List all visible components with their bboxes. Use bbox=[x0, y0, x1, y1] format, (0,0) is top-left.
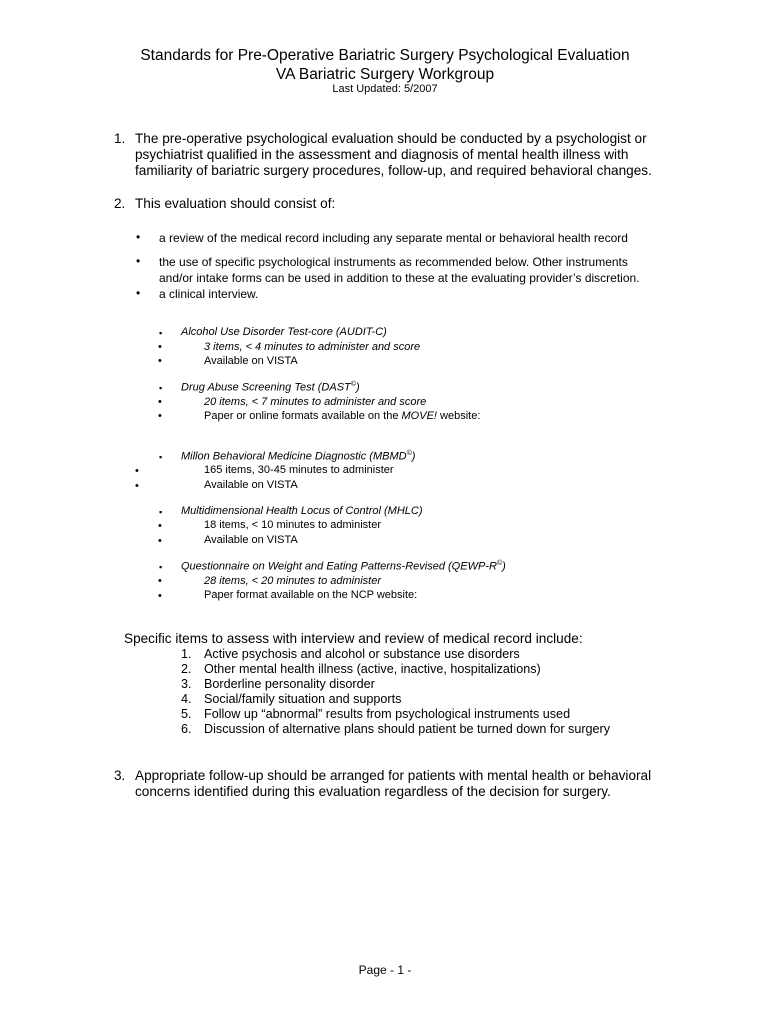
square-bullet-icon: ▪ bbox=[159, 562, 163, 572]
bullet-icon: • bbox=[135, 465, 139, 477]
dast-name: Drug Abuse Screening Test (DAST bbox=[181, 381, 351, 394]
specific-item: Social/family situation and supports bbox=[204, 692, 402, 706]
bullet-instruments-line2: and/or intake forms can be used in addition to these at the evaluating provider’s discretion. bbox=[159, 271, 640, 285]
audit-c-availability: Available on VISTA bbox=[204, 355, 298, 367]
audit-c-detail: 3 items, < 4 minutes to administer and score bbox=[204, 341, 421, 353]
dast-availability-post: website: bbox=[436, 410, 481, 422]
mbmd-detail: 165 items, 30-45 minutes to administer bbox=[204, 464, 394, 476]
specific-item-number: 3. bbox=[181, 677, 192, 691]
bullet-icon: • bbox=[135, 480, 139, 492]
bullet-clinical-interview: a clinical interview. bbox=[159, 287, 259, 301]
specific-item: Discussion of alternative plans should patient be turned down for surgery bbox=[204, 722, 611, 736]
bullet-icon: • bbox=[158, 341, 162, 353]
specific-item-number: 6. bbox=[181, 722, 192, 736]
item-1-line: psychiatrist qualified in the assessment and diagnosis of mental health illness with bbox=[135, 147, 629, 162]
copyright-mark: © bbox=[406, 450, 412, 457]
square-bullet-icon: ▪ bbox=[159, 328, 163, 338]
mbmd-close: ) bbox=[411, 450, 416, 463]
dast-close: ) bbox=[355, 381, 360, 394]
dast-availability-pre: Paper or online formats available on the bbox=[204, 410, 402, 422]
last-updated: Last Updated: 5/2007 bbox=[332, 83, 438, 95]
document-subtitle: VA Bariatric Surgery Workgroup bbox=[275, 66, 495, 83]
bullet-icon: • bbox=[158, 590, 162, 602]
specific-item: Active psychosis and alcohol or substance use disorders bbox=[204, 647, 520, 661]
bullet-icon: • bbox=[158, 410, 162, 422]
qewp-detail: 28 items, < 20 minutes to administer bbox=[204, 575, 381, 587]
specific-item: Borderline personality disorder bbox=[204, 677, 375, 691]
bullet-icon: • bbox=[158, 575, 162, 587]
move-program-name: MOVE! bbox=[401, 410, 437, 422]
bullet-icon: • bbox=[158, 396, 162, 408]
bullet-instruments-line1: the use of specific psychological instruments as recommended below. Other instruments bbox=[159, 255, 628, 269]
copyright-mark: © bbox=[496, 560, 503, 567]
dast-availability bbox=[204, 410, 480, 422]
item-1-line: familiarity of bariatric surgery procedures, follow-up, and required behavioral changes. bbox=[135, 163, 652, 178]
square-bullet-icon: ▪ bbox=[159, 507, 163, 517]
qewp-name: Questionnaire on Weight and Eating Patterns-Revised (QEWP-R bbox=[181, 560, 497, 573]
item-2-number: 2. bbox=[114, 196, 126, 211]
page-number: Page - 1 - bbox=[358, 963, 412, 977]
mhlc-detail: 18 items, < 10 minutes to administer bbox=[204, 519, 381, 531]
instrument-mbmd bbox=[181, 450, 415, 463]
item-2-text: This evaluation should consist of: bbox=[135, 196, 336, 211]
square-bullet-icon: ▪ bbox=[159, 452, 163, 462]
square-bullet-icon: ▪ bbox=[159, 383, 163, 393]
specific-item-number: 2. bbox=[181, 662, 192, 676]
mbmd-availability: Available on VISTA bbox=[204, 479, 298, 491]
instrument-mhlc: Multidimensional Health Locus of Control (MHLC) bbox=[181, 505, 423, 517]
qewp-availability: Paper format available on the NCP website: bbox=[204, 589, 418, 601]
instrument-qewp-r bbox=[181, 560, 506, 573]
item-3-number: 3. bbox=[114, 768, 126, 783]
specific-item: Follow up “abnormal” results from psychological instruments used bbox=[204, 707, 571, 721]
bullet-icon: • bbox=[136, 254, 141, 268]
qewp-close: ) bbox=[502, 560, 506, 573]
specific-item-number: 4. bbox=[181, 692, 192, 706]
item-1-line: The pre-operative psychological evaluation should be conducted by a psychologist or bbox=[135, 131, 647, 146]
bullet-icon: • bbox=[158, 520, 162, 532]
bullet-icon: • bbox=[136, 286, 141, 300]
mbmd-name: Millon Behavioral Medicine Diagnostic (MBMD bbox=[181, 450, 407, 463]
instrument-dast bbox=[181, 381, 360, 394]
item-1-number: 1. bbox=[114, 131, 126, 146]
dast-detail: 20 items, < 7 minutes to administer and score bbox=[204, 396, 427, 408]
bullet-icon: • bbox=[158, 355, 162, 367]
bullet-icon: • bbox=[158, 535, 162, 547]
bullet-icon: • bbox=[136, 230, 141, 244]
specific-item: Other mental health illness (active, inactive, hospitalizations) bbox=[204, 662, 541, 676]
document-title: Standards for Pre-Operative Bariatric Surgery Psychological Evaluation bbox=[140, 47, 630, 64]
item-3-line: concerns identified during this evaluation regardless of the decision for surgery. bbox=[135, 784, 611, 799]
mhlc-availability: Available on VISTA bbox=[204, 534, 298, 546]
instrument-audit-c: Alcohol Use Disorder Test-core (AUDIT-C) bbox=[181, 326, 387, 338]
specific-items-heading: Specific items to assess with interview and review of medical record include: bbox=[124, 631, 583, 646]
specific-item-number: 5. bbox=[181, 707, 192, 721]
copyright-mark: © bbox=[350, 381, 356, 388]
bullet-medical-record: a review of the medical record including any separate mental or behavioral health record bbox=[159, 231, 628, 245]
specific-item-number: 1. bbox=[181, 647, 192, 661]
item-3-line: Appropriate follow-up should be arranged for patients with mental health or behavioral bbox=[135, 768, 652, 783]
